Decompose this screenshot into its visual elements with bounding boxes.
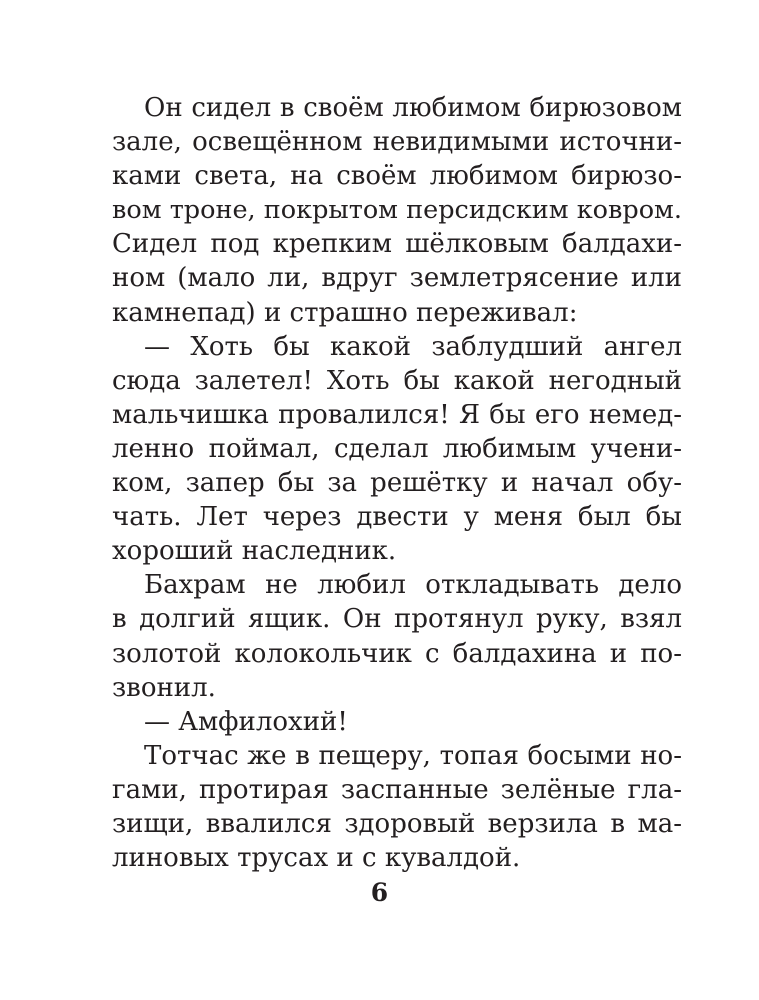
paragraph — [112, 568, 682, 704]
text-line: ками света, на своём любимом бирюзо- — [112, 161, 682, 192]
text-line: ленно поймал, сделал любимым учени- — [112, 433, 682, 464]
text-line: в долгий ящик. Он протянул руку, взял — [112, 604, 682, 635]
text-line: чать. Лет через двести у меня был бы — [112, 502, 682, 533]
text-line: зищи, ввалился здоровый верзила в ма- — [112, 808, 682, 839]
text-line: камнепад) и страшно переживал: — [112, 297, 578, 328]
text-line: звонил. — [112, 672, 216, 703]
text-line: ном (мало ли, вдруг землетрясение или — [112, 263, 682, 294]
text-line: — Амфилохий! — [144, 706, 348, 737]
text-line: гами, протирая заспанные зелёные гла- — [112, 774, 682, 805]
text-line: Сидел под крепким шёлковым балдахи- — [112, 229, 682, 260]
text-line: Бахрам не любил откладывать дело — [144, 570, 682, 601]
text-line: хороший наследник. — [112, 536, 397, 567]
text-line: мальчишка провалился! Я бы его немед- — [112, 399, 682, 430]
text-line: сюда залетел! Хоть бы какой негодный — [112, 365, 682, 396]
paragraph — [112, 330, 682, 569]
paragraph — [112, 705, 682, 739]
paragraph — [112, 739, 682, 875]
text-line: Он сидел в своём любимом бирюзовом — [144, 93, 682, 123]
paragraph — [112, 91, 682, 330]
body-text — [112, 91, 682, 875]
text-line: линовых трусах и с кувалдой. — [112, 843, 521, 874]
text-line: Тотчас же в пещеру, топая босыми но- — [144, 740, 682, 771]
text-line: зале, освещённом невидимыми источни- — [112, 127, 682, 158]
text-line: — Хоть бы какой заблудший ангел — [144, 331, 682, 362]
text-line: ком, запер бы за решётку и начал обу- — [112, 468, 682, 499]
text-line: вом троне, покрытом персидским ковром. — [112, 195, 682, 226]
page-number: 6 — [370, 878, 389, 907]
text-line: золотой колокольчик с балдахина и по- — [112, 638, 682, 669]
